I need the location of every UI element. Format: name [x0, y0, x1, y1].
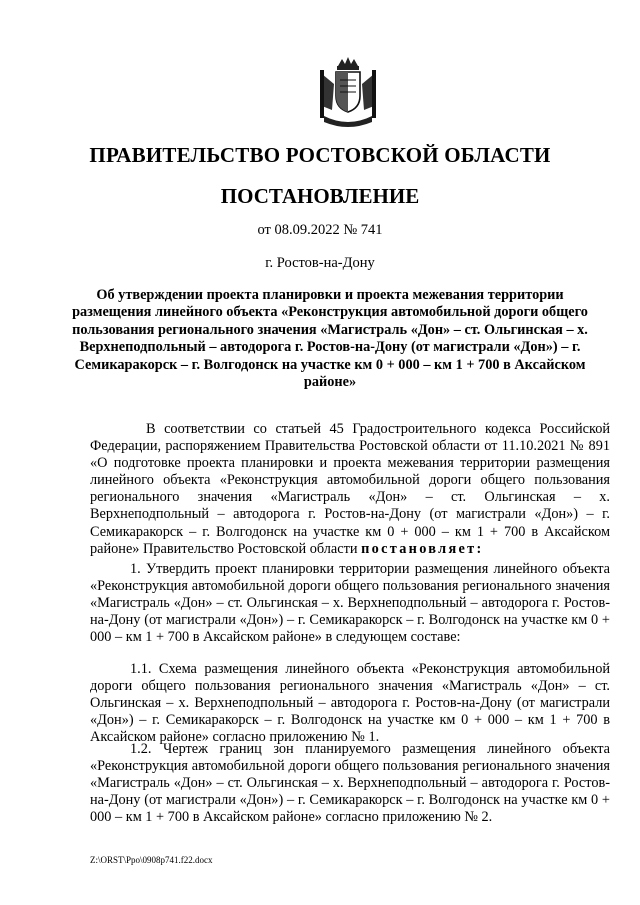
- document-city: г. Ростов-на-Дону: [265, 255, 375, 271]
- file-path-footer: Z:\ORST\Ppo\0908p741.f22.docx: [90, 855, 213, 865]
- organization-title: ПРАВИТЕЛЬСТВО РОСТОВСКОЙ ОБЛАСТИ: [89, 143, 551, 167]
- preamble-paragraph: [90, 421, 610, 558]
- document-type: ПОСТАНОВЛЕНИЕ: [220, 184, 420, 208]
- rostov-oblast-coat-of-arms-icon: [316, 56, 380, 132]
- document-subject: Об утверждении проекта планировки и проекта межевания территории размещения линейного объекта «Реконструкция автомобильной дороги общего пользования регионального значения «Магистраль «Дон» – ст. Ольгинская – х. Верхнеподпольный – автодорога г. Ростов-на-Дону (от магистрали «Дон») – г. Семикаракорск – г. Волгодонск на участке км 0 + 000 – км 1 + 700 в Аксайском районе»: [72, 287, 588, 391]
- item-1-1: 1.1. Схема размещения линейного объекта «Реконструкция автомобильной дороги общего пользования регионального значения «Магистраль «Дон» – ст. Ольгинская – х. Верхнеподпольный – автодорога г. Ростов-на-Дону (от магистрали «Дон») – г. Семикаракорск – г. Волгодонск на участке км 0 + 000 – км 1 + 700 в Аксайском районе» согласно приложению № 1.: [90, 661, 610, 746]
- decree-word: постановляет:: [361, 540, 484, 557]
- item-1-2: 1.2. Чертеж границ зон планируемого размещения линейного объекта «Реконструкция автомобильной дороги общего пользования регионального значения «Магистраль «Дон» – ст. Ольгинская – х. Верхнеподпольный – автодорога г. Ростов-на-Дону (от магистрали «Дон») – г. Семикаракорск – г. Волгодонск на участке км 0 + 000 – км 1 + 700 в Аксайском районе» согласно приложению № 2.: [90, 741, 610, 826]
- preamble-text: В соответствии со статьей 45 Градостроительного кодекса Российской Федерации, распоряжением Правительства Ростовской области от 11.10.2021 № 891 «О подготовке проекта планировки и проекта межевания территории размещения линейного объекта «Реконструкция автомобильной дороги общего пользования регионального значения «Магистраль «Дон» – ст. Ольгинская – х. Верхнеподпольный – автодорога г. Ростов-на-Дону (от магистрали «Дон») – г. Семикаракорск – г. Волгодонск на участке км 0 + 000 – км 1 + 700 в Аксайском районе» Правительство Ростовской области: [90, 421, 610, 557]
- item-1: 1. Утвердить проект планировки территории размещения линейного объекта «Реконструкция автомобильной дороги общего пользования регионального значения «Магистраль «Дон» – ст. Ольгинская – х. Верхнеподпольный – автодорога г. Ростов-на-Дону (от магистрали «Дон») – г. Семикаракорск – г. Волгодонск на участке км 0 + 000 – км 1 + 700 в Аксайском районе» в следующем составе:: [90, 561, 610, 646]
- document-date-number: от 08.09.2022 № 741: [257, 222, 383, 238]
